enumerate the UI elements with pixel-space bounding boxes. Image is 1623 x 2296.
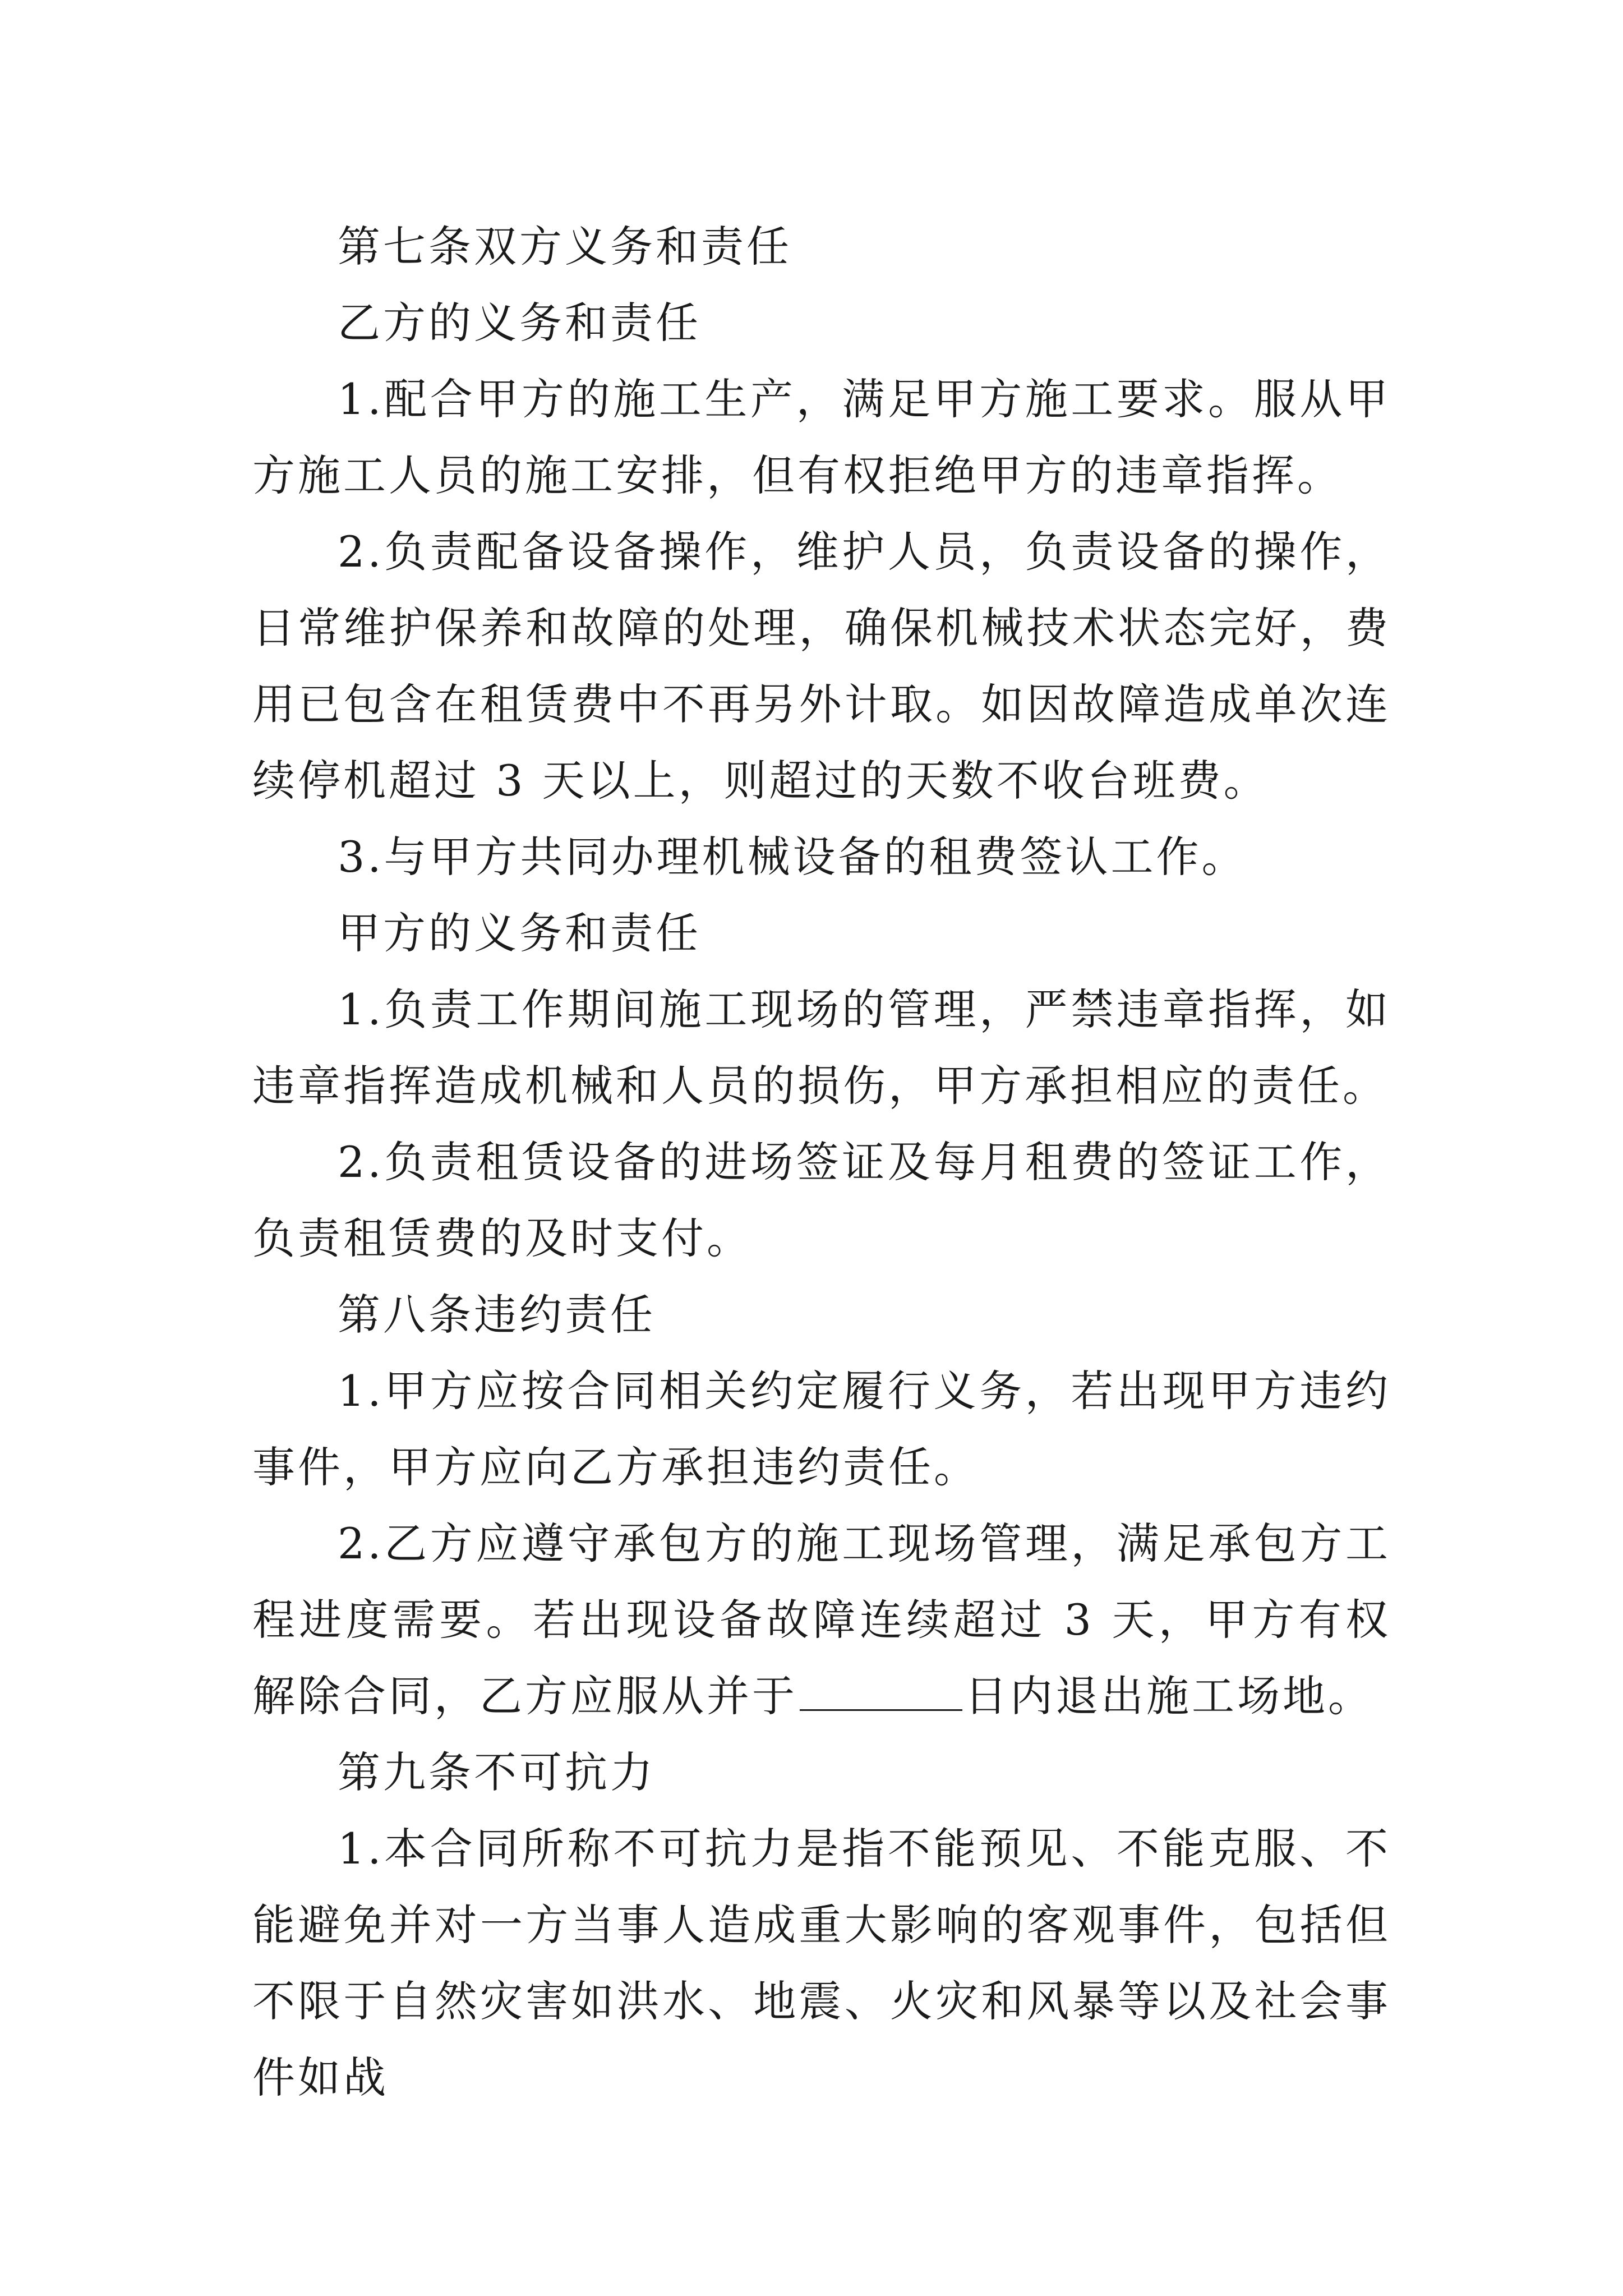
party-b-item-2: 2.负责配备设备操作，维护人员，负责设备的操作，日常维护保养和故障的处理，确保机械技术状态完好，费用已包含在租赁费中不再另外计取。如因故障造成单次连续停机超过 3 天以上，则超过的天数不收台班费。: [252, 527, 1391, 806]
force-majeure-item-1: 1.本合同所称不可抗力是指不能预见、不能克服、不能避免并对一方当事人造成重大影响的客观事件，包括但不限于自然灾害如洪水、地震、火灾和风暴等以及社会事件如战: [252, 1824, 1391, 2102]
party-a-item-2: 2.负责租赁设备的进场签证及每月租费的签证工作，负责租赁费的及时支付。: [252, 1137, 1391, 1263]
breach-item-1: 1.甲方应按合同相关约定履行义务，若出现甲方违约事件，甲方应向乙方承担违约责任。: [252, 1366, 1391, 1492]
party-a-item-1: 1.负责工作期间施工现场的管理，严禁违章指挥，如违章指挥造成机械和人员的损伤，甲方承担相应的责任。: [252, 984, 1391, 1111]
breach-item-2-text-start: 2.乙方应遵守承包方的施工现场管理，满足承包方工程进度需要。若出现设备故障连续超过 3 天，甲方有权解除合同，乙方应服从并于: [252, 1519, 1391, 1721]
days-blank-field: [800, 1673, 962, 1711]
party-a-heading: 甲方的义务和责任: [338, 908, 701, 958]
article-9-title: 第九条不可抗力: [338, 1747, 656, 1797]
party-b-item-1: 1.配合甲方的施工生产，满足甲方施工要求。服从甲方施工人员的施工安排，但有权拒绝甲方的违章指挥。: [252, 374, 1391, 500]
breach-item-2-text-end: 日内退出施工场地。: [965, 1671, 1373, 1721]
article-8-title: 第八条违约责任: [338, 1290, 656, 1340]
document-body: [252, 209, 1391, 2116]
article-7-title: 第七条双方义务和责任: [338, 222, 792, 272]
party-b-heading: 乙方的义务和责任: [338, 298, 701, 348]
breach-item-2: [252, 1506, 1391, 1734]
party-b-item-3: 3.与甲方共同办理机械设备的租费签认工作。: [338, 832, 1247, 882]
